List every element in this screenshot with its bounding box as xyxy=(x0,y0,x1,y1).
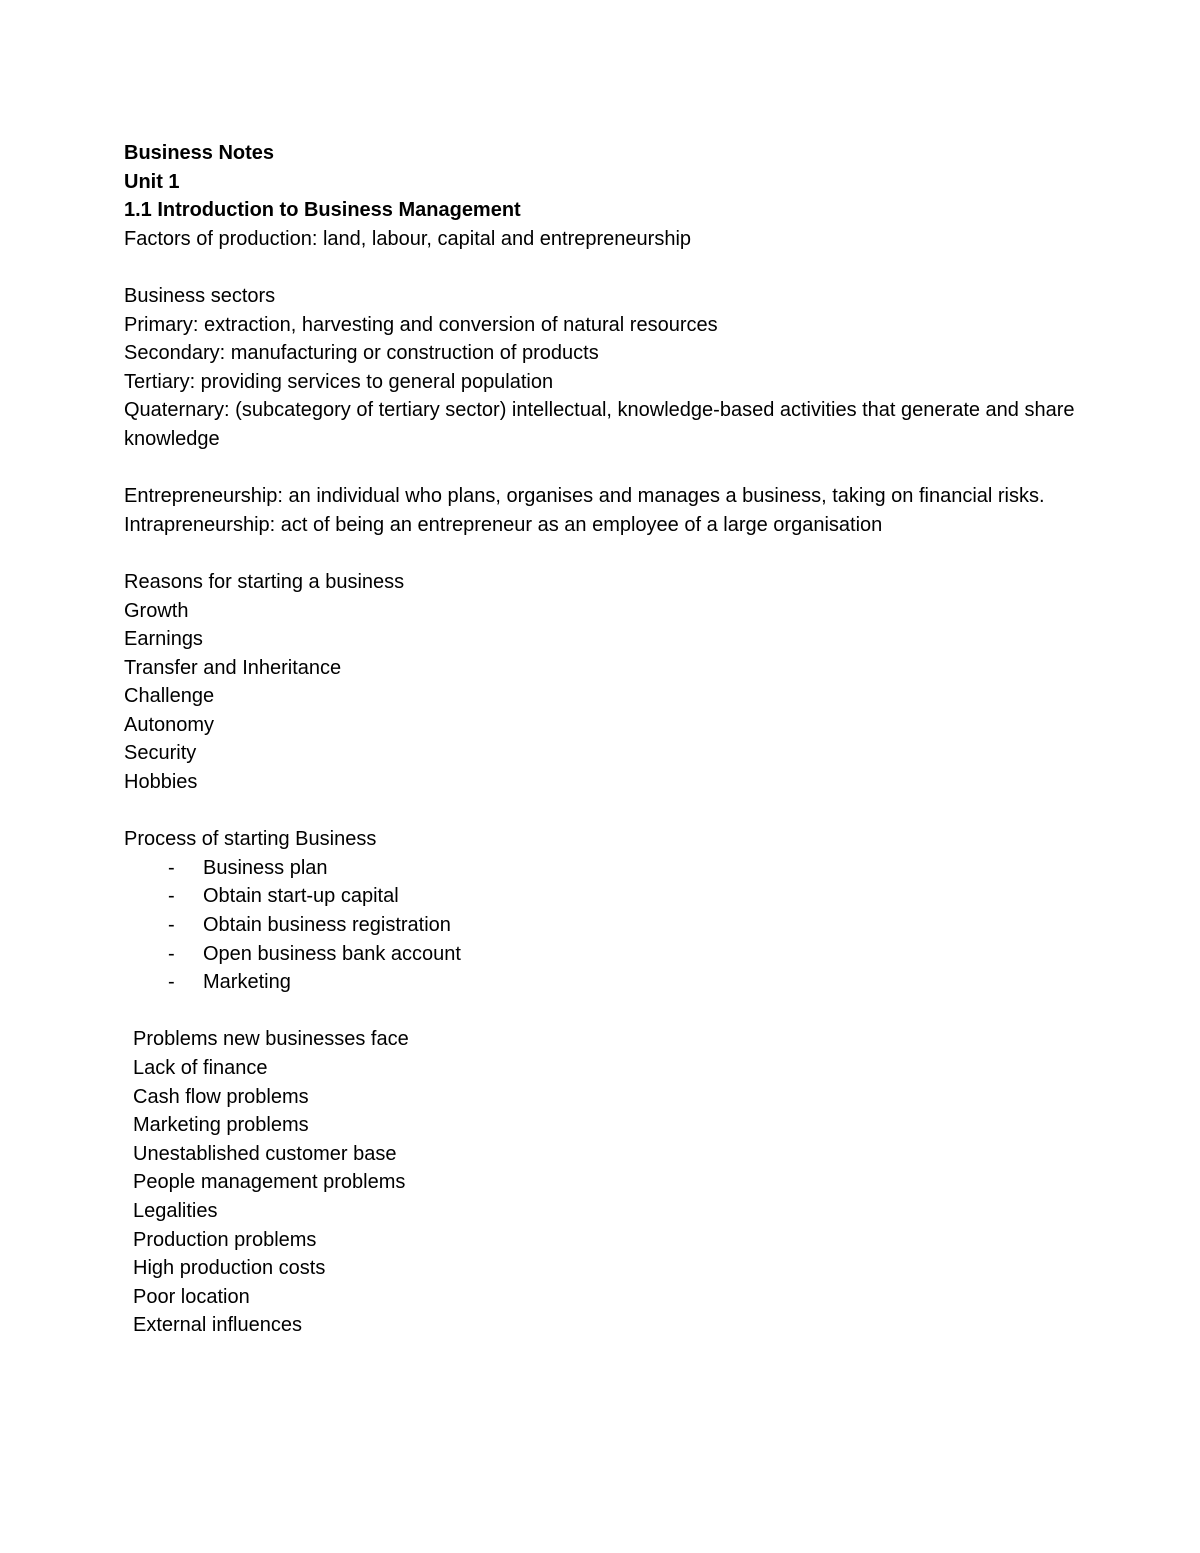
problem-item: People management problems xyxy=(133,1171,406,1194)
entrepreneurship-definition: Entrepreneurship: an individual who plans, organises and manages a business, taking on financial risks. xyxy=(124,485,1045,508)
problem-item: Lack of finance xyxy=(133,1057,268,1079)
process-step-label: Marketing xyxy=(203,971,291,994)
problem-item: High production costs xyxy=(133,1257,326,1280)
problem-item: Production problems xyxy=(133,1228,317,1251)
reason-item: Security xyxy=(124,742,197,765)
dash-bullet: - xyxy=(168,971,175,994)
sector-secondary: Secondary: manufacturing or construction of products xyxy=(124,342,599,365)
problem-item: Marketing problems xyxy=(133,1114,309,1137)
process-heading: Process of starting Business xyxy=(124,828,377,851)
reason-item: Earnings xyxy=(124,628,203,651)
problem-item: External influences xyxy=(133,1314,302,1337)
spacer xyxy=(124,997,1144,1026)
process-list xyxy=(124,854,1144,997)
problem-item: Poor location xyxy=(133,1285,250,1308)
reason-item: Hobbies xyxy=(124,771,198,794)
spacer xyxy=(124,797,1144,826)
dash-bullet: - xyxy=(168,885,175,908)
intrapreneurship-definition: Intrapreneurship: act of being an entrepreneur as an employee of a large organisation xyxy=(124,513,883,536)
process-step xyxy=(124,882,1144,911)
reason-item: Transfer and Inheritance xyxy=(124,656,342,679)
spacer xyxy=(124,539,1144,568)
process-step-label: Open business bank account xyxy=(203,942,461,965)
problem-item: Cash flow problems xyxy=(133,1085,309,1108)
problems-heading: Problems new businesses face xyxy=(133,1028,409,1051)
process-step xyxy=(124,940,1144,969)
document-page xyxy=(124,139,1144,1340)
process-step-label: Business plan xyxy=(203,856,328,879)
reasons-heading: Reasons for starting a business xyxy=(124,570,405,593)
sector-quaternary: Quaternary: (subcategory of tertiary sector) intellectual, knowledge-based activities that generate and share knowledge xyxy=(124,399,1075,450)
dash-bullet: - xyxy=(168,856,175,879)
sector-primary: Primary: extraction, harvesting and conversion of natural resources xyxy=(124,313,718,336)
dash-bullet: - xyxy=(168,942,175,965)
reason-item: Challenge xyxy=(124,685,215,708)
section-heading: 1.1 Introduction to Business Management xyxy=(124,199,521,222)
problem-item: Unestablished customer base xyxy=(133,1142,397,1165)
process-step xyxy=(124,968,1144,997)
unit-heading: Unit 1 xyxy=(124,170,180,193)
reason-item: Autonomy xyxy=(124,713,215,736)
process-step-label: Obtain start-up capital xyxy=(203,885,399,908)
sector-tertiary: Tertiary: providing services to general population xyxy=(124,370,554,393)
problem-item: Legalities xyxy=(133,1199,218,1222)
dash-bullet: - xyxy=(168,914,175,937)
sectors-heading: Business sectors xyxy=(124,284,276,307)
reason-item: Growth xyxy=(124,599,189,622)
spacer xyxy=(124,454,1144,483)
spacer xyxy=(124,253,1144,282)
process-step xyxy=(124,911,1144,940)
document-title: Business Notes xyxy=(124,142,275,164)
process-step-label: Obtain business registration xyxy=(203,914,451,937)
problems-section xyxy=(124,1025,1144,1340)
factors-of-production: Factors of production: land, labour, capital and entrepreneurship xyxy=(124,227,692,250)
process-step xyxy=(124,854,1144,883)
